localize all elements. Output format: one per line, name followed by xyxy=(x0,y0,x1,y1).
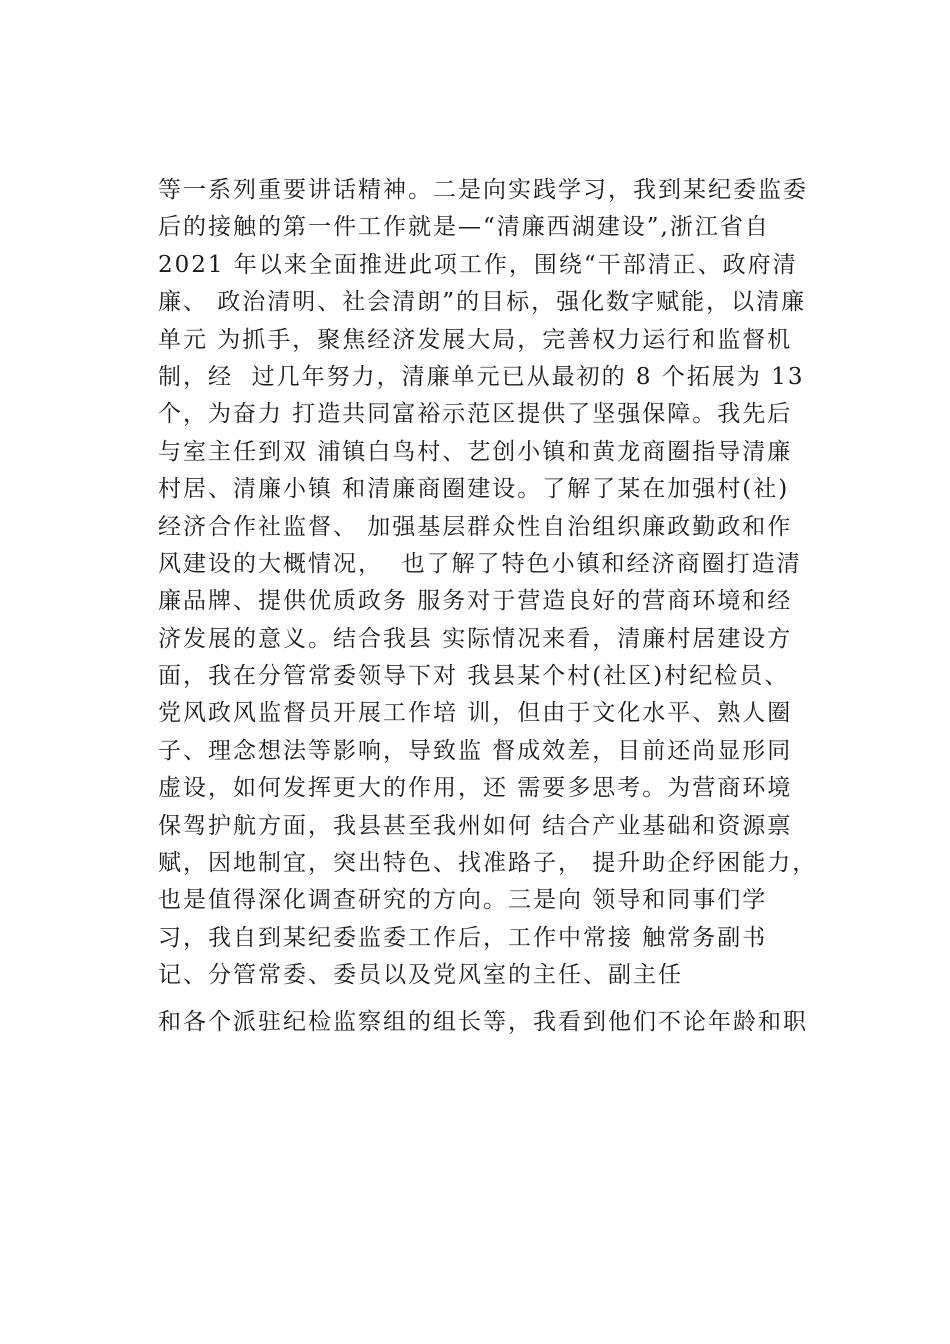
text-line: 后的接触的第一件工作就是—“清廉西湖建设”,浙江省自 xyxy=(158,214,770,241)
text-line: 习，我自到某纪委监委工作后，工作中常接 触常务副书 xyxy=(158,924,768,951)
text-line: 等一系列重要讲话精神。二是向实践学习，我到某纪委监委 xyxy=(158,177,808,203)
text-line: 记、分管常委、委员以及党风室的主任、副主任 xyxy=(158,962,683,989)
text-line: 党风政风监督员开展工作培 训，但由于文化水平、熟人圈 xyxy=(158,700,793,727)
text-line: 虚设，如何发挥更大的作用，还 需要多思考。为营商环境 xyxy=(158,775,793,802)
text-line: 济发展的意义。结合我县 实际情况来看，清廉村居建设方 xyxy=(158,625,793,652)
text-line: 子、理念想法等影响，导致监 督成效差，目前还尚显形同 xyxy=(158,737,793,764)
text-line: 制，经 过几年努力，清廉单元已从最初的 8 个拓展为 13 xyxy=(158,363,805,390)
text-line: 面，我在分管常委领导下对 我县某个村(社区)村纪检员、 xyxy=(158,663,790,690)
text-line: 风建设的大概情况， 也了解了特色小镇和经济商圈打造清 xyxy=(158,550,802,577)
text-line: 赋，因地制宜，突出特色、找准路子， 提升助企纾困能力， xyxy=(158,850,818,877)
text-line: 与室主任到双 浦镇白鸟村、艺创小镇和黄龙商圈指导清廉 xyxy=(158,438,793,465)
body-text xyxy=(158,172,848,1041)
text-line: 廉、 政治清明、社会清朗”的目标，强化数字赋能，以清廉 xyxy=(158,289,807,316)
text-line: 个，为奋力 打造共同富裕示范区提供了坚强保障。我先后 xyxy=(158,401,793,428)
text-line: 2021 年以来全面推进此项工作，围绕“干部清正、政府清 xyxy=(158,251,798,278)
text-line: 村居、清廉小镇 和清廉商圈建设。了解了某在加强村(社) xyxy=(158,476,790,503)
text-line: 也是值得深化调查研究的方向。三是向 领导和同事们学 xyxy=(158,887,768,914)
text-line: 保驾护航方面，我县甚至我州如何 结合产业基础和资源禀 xyxy=(158,812,793,839)
text-line: 经济合作社监督、 加强基层群众性自治组织廉政勤政和作 xyxy=(158,513,793,540)
text-line: 和各个派驻纪检监察组的组长等，我看到他们不论年龄和职 xyxy=(158,1008,808,1035)
text-line: 廉品牌、提供优质政务 服务对于营造良好的营商环境和经 xyxy=(158,588,793,615)
text-line: 单元 为抓手，聚焦经济发展大局，完善权力运行和监督机 xyxy=(158,326,793,353)
